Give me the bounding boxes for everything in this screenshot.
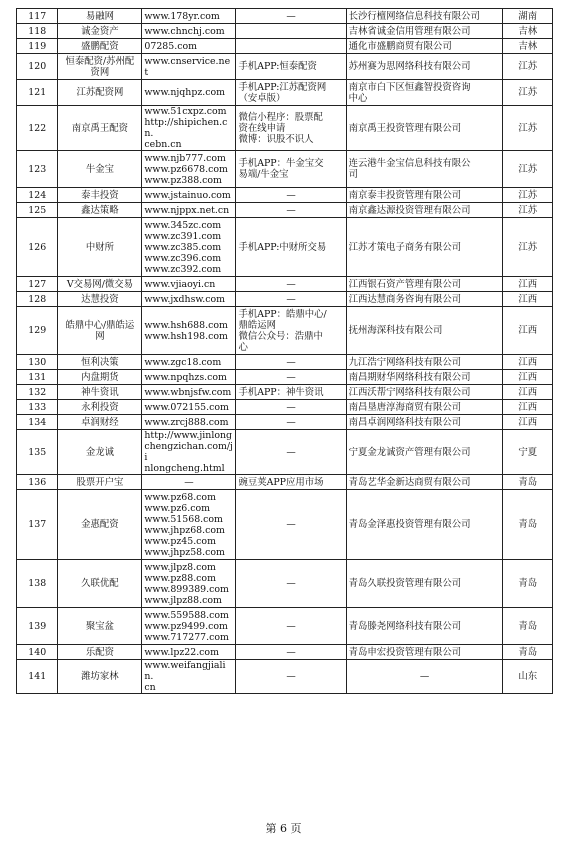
province: 宁夏 [503, 430, 553, 475]
platform-name: 牛金宝 [58, 151, 142, 188]
app-info: — [236, 660, 346, 694]
platform-name: 永利投资 [58, 400, 142, 415]
table-row [17, 490, 553, 560]
company-name: 青岛滕尧网络科技有限公司 [346, 608, 503, 645]
app-info: — [236, 415, 346, 430]
row-number: 121 [17, 80, 58, 106]
platform-name: 内盘期货 [58, 370, 142, 385]
province: 江苏 [503, 80, 553, 106]
table-row [17, 370, 553, 385]
app-info [236, 24, 346, 39]
website-url: www.zrcj888.com [142, 415, 236, 430]
table-row [17, 39, 553, 54]
app-info: — [236, 430, 346, 475]
province: 青岛 [503, 475, 553, 490]
table-row [17, 80, 553, 106]
website-url: www.559588.com www.pz9499.com www.717277.com [142, 608, 236, 645]
province: 江苏 [503, 106, 553, 151]
table-row [17, 106, 553, 151]
row-number: 132 [17, 385, 58, 400]
website-url: www.chnchj.com [142, 24, 236, 39]
website-url: www.zgc18.com [142, 355, 236, 370]
website-url: www.cnservice.net [142, 54, 236, 80]
website-url: www.wbnjsfw.com [142, 385, 236, 400]
row-number: 131 [17, 370, 58, 385]
platform-name: 达慧投资 [58, 292, 142, 307]
app-info: — [236, 292, 346, 307]
app-info: 手机APP:恒泰配资 [236, 54, 346, 80]
app-info: — [236, 203, 346, 218]
table-row [17, 645, 553, 660]
row-number: 138 [17, 560, 58, 608]
website-url: www.jstainuo.com [142, 188, 236, 203]
row-number: 141 [17, 660, 58, 694]
row-number: 130 [17, 355, 58, 370]
table-row [17, 400, 553, 415]
row-number: 122 [17, 106, 58, 151]
table-row [17, 560, 553, 608]
table-row [17, 203, 553, 218]
platform-name: 聚宝盆 [58, 608, 142, 645]
app-info: — [236, 188, 346, 203]
company-name: 南京泰丰投资管理有限公司 [346, 188, 503, 203]
platform-name: 南京禹王配资 [58, 106, 142, 151]
row-number: 140 [17, 645, 58, 660]
platform-name: 久联优配 [58, 560, 142, 608]
province: 吉林 [503, 24, 553, 39]
company-name: 青岛久联投资管理有限公司 [346, 560, 503, 608]
province: 青岛 [503, 608, 553, 645]
table-row [17, 188, 553, 203]
platform-name: 金龙诚 [58, 430, 142, 475]
platform-name: 江苏配资网 [58, 80, 142, 106]
platform-name: 乐配资 [58, 645, 142, 660]
table-row [17, 54, 553, 80]
row-number: 120 [17, 54, 58, 80]
app-info [236, 39, 346, 54]
table-row [17, 475, 553, 490]
platform-name: 泰丰投资 [58, 188, 142, 203]
province: 江西 [503, 292, 553, 307]
row-number: 135 [17, 430, 58, 475]
company-name: 江西沃帮宁网络科技有限公司 [346, 385, 503, 400]
company-name: 南昌卓润网络科技有限公司 [346, 415, 503, 430]
platform-name: 鑫达策略 [58, 203, 142, 218]
row-number: 119 [17, 39, 58, 54]
company-name: 南京鑫达源投资管理有限公司 [346, 203, 503, 218]
company-name: 青岛金泽惠投资管理有限公司 [346, 490, 503, 560]
province: 江西 [503, 385, 553, 400]
row-number: 133 [17, 400, 58, 415]
province: 青岛 [503, 645, 553, 660]
app-info: 手机APP：皓鼎中心/ 鼎皓运网 微信公众号：浩鼎中 心 [236, 307, 346, 355]
table-row [17, 292, 553, 307]
table-row [17, 385, 553, 400]
website-url: www.hsh688.com www.hsh198.com [142, 307, 236, 355]
row-number: 139 [17, 608, 58, 645]
province: 江西 [503, 400, 553, 415]
table-row [17, 660, 553, 694]
platform-name: 恒泰配资/苏州配 资网 [58, 54, 142, 80]
company-name: 南京市白下区恒鑫智投资咨询 中心 [346, 80, 503, 106]
province: 江西 [503, 355, 553, 370]
company-name: 江苏才策电子商务有限公司 [346, 218, 503, 277]
table-row [17, 277, 553, 292]
app-info: — [236, 400, 346, 415]
app-info: — [236, 645, 346, 660]
app-info: — [236, 560, 346, 608]
company-name: 宁夏金龙诚资产管理有限公司 [346, 430, 503, 475]
company-name: 南昌期财华网络科技有限公司 [346, 370, 503, 385]
row-number: 129 [17, 307, 58, 355]
website-url: www.njb777.com www.pz6678.com www.pz388.com [142, 151, 236, 188]
table-row [17, 355, 553, 370]
company-name: 抚州海深科技有限公司 [346, 307, 503, 355]
app-info: 手机APP:江苏配资网 （安卓版） [236, 80, 346, 106]
platform-name: 诚金资产 [58, 24, 142, 39]
platform-name: 卓润财经 [58, 415, 142, 430]
table-row [17, 307, 553, 355]
company-table [16, 8, 553, 694]
table-row [17, 151, 553, 188]
province: 江苏 [503, 188, 553, 203]
province: 青岛 [503, 560, 553, 608]
province: 江西 [503, 307, 553, 355]
row-number: 134 [17, 415, 58, 430]
app-info: — [236, 9, 346, 24]
company-name: 江西银石资产管理有限公司 [346, 277, 503, 292]
province: 江西 [503, 415, 553, 430]
website-url: — [142, 475, 236, 490]
row-number: 137 [17, 490, 58, 560]
company-name: 青岛艺华金新达商贸有限公司 [346, 475, 503, 490]
platform-name: 神牛资讯 [58, 385, 142, 400]
website-url: www.51cxpz.com http://shipichen.cn. cebn.cn [142, 106, 236, 151]
website-url: www.178yr.com [142, 9, 236, 24]
app-info: — [236, 490, 346, 560]
company-name: 通化市盛鹏商贸有限公司 [346, 39, 503, 54]
row-number: 123 [17, 151, 58, 188]
app-info: — [236, 608, 346, 645]
website-url: www.345zc.com www.zc391.com www.zc385.com www.zc396.com www.zc392.com [142, 218, 236, 277]
province: 吉林 [503, 39, 553, 54]
website-url: www.lpz22.com [142, 645, 236, 660]
website-url: http://www.jinlong chengzichan.com/ji nlongcheng.html [142, 430, 236, 475]
app-info: — [236, 277, 346, 292]
website-url: www.pz68.com www.pz6.com www.51568.com www.jhpz68.com www.pz45.com www.jhpz58.com [142, 490, 236, 560]
platform-name: 中财所 [58, 218, 142, 277]
row-number: 124 [17, 188, 58, 203]
province: 江西 [503, 370, 553, 385]
platform-name: 盛鹏配资 [58, 39, 142, 54]
platform-name: 潍坊家林 [58, 660, 142, 694]
province: 江苏 [503, 151, 553, 188]
table-row [17, 415, 553, 430]
company-name: 南昌垦唐淳海商贸有限公司 [346, 400, 503, 415]
company-name: 南京禹王投资管理有限公司 [346, 106, 503, 151]
website-url: www.njppx.net.cn [142, 203, 236, 218]
platform-name: 股票开户宝 [58, 475, 142, 490]
company-name: — [346, 660, 503, 694]
company-name: 青岛申宏投资管理有限公司 [346, 645, 503, 660]
website-url: www.jlpz8.com www.pz88.com www.899389.com www.jlpz88.com [142, 560, 236, 608]
company-name: 连云港牛金宝信息科技有限公 司 [346, 151, 503, 188]
company-name: 长沙行檀网络信息科技有限公司 [346, 9, 503, 24]
row-number: 117 [17, 9, 58, 24]
website-url: www.072155.com [142, 400, 236, 415]
province: 江苏 [503, 203, 553, 218]
website-url: www.vjiaoyi.cn [142, 277, 236, 292]
website-url: www.jxdhsw.com [142, 292, 236, 307]
table-row [17, 608, 553, 645]
table-row [17, 430, 553, 475]
platform-name: V交易网/微交易 [58, 277, 142, 292]
website-url: www.npqhzs.com [142, 370, 236, 385]
province: 湖南 [503, 9, 553, 24]
website-url: www.njqhpz.com [142, 80, 236, 106]
company-name: 江西达慧商务咨询有限公司 [346, 292, 503, 307]
app-info: 手机APP：牛金宝交 易端/牛金宝 [236, 151, 346, 188]
row-number: 126 [17, 218, 58, 277]
app-info: — [236, 370, 346, 385]
row-number: 128 [17, 292, 58, 307]
platform-name: 金惠配资 [58, 490, 142, 560]
row-number: 125 [17, 203, 58, 218]
company-name: 九江浩宁网络科技有限公司 [346, 355, 503, 370]
app-info: 豌豆荚APP应用市场 [236, 475, 346, 490]
platform-name: 易融网 [58, 9, 142, 24]
app-info: 手机APP：神牛资讯 [236, 385, 346, 400]
province: 江西 [503, 277, 553, 292]
table-row [17, 24, 553, 39]
province: 青岛 [503, 490, 553, 560]
company-name: 吉林省诚金信用管理有限公司 [346, 24, 503, 39]
province: 江苏 [503, 218, 553, 277]
platform-name: 恒利决策 [58, 355, 142, 370]
table-body [17, 9, 553, 694]
province: 山东 [503, 660, 553, 694]
row-number: 118 [17, 24, 58, 39]
row-number: 127 [17, 277, 58, 292]
page-number: 第 6 页 [265, 822, 302, 835]
website-url: 07285.com [142, 39, 236, 54]
province: 江苏 [503, 54, 553, 80]
row-number: 136 [17, 475, 58, 490]
table-row [17, 9, 553, 24]
platform-name: 皓鼎中心/鼎皓运 网 [58, 307, 142, 355]
table-row [17, 218, 553, 277]
app-info: 手机APP:中财所交易 [236, 218, 346, 277]
website-url: www.weifangjialin. cn [142, 660, 236, 694]
company-name: 苏州赛为思网络科技有限公司 [346, 54, 503, 80]
app-info: — [236, 355, 346, 370]
app-info: 微信小程序：股票配 资在线申请 微博：识股不识人 [236, 106, 346, 151]
